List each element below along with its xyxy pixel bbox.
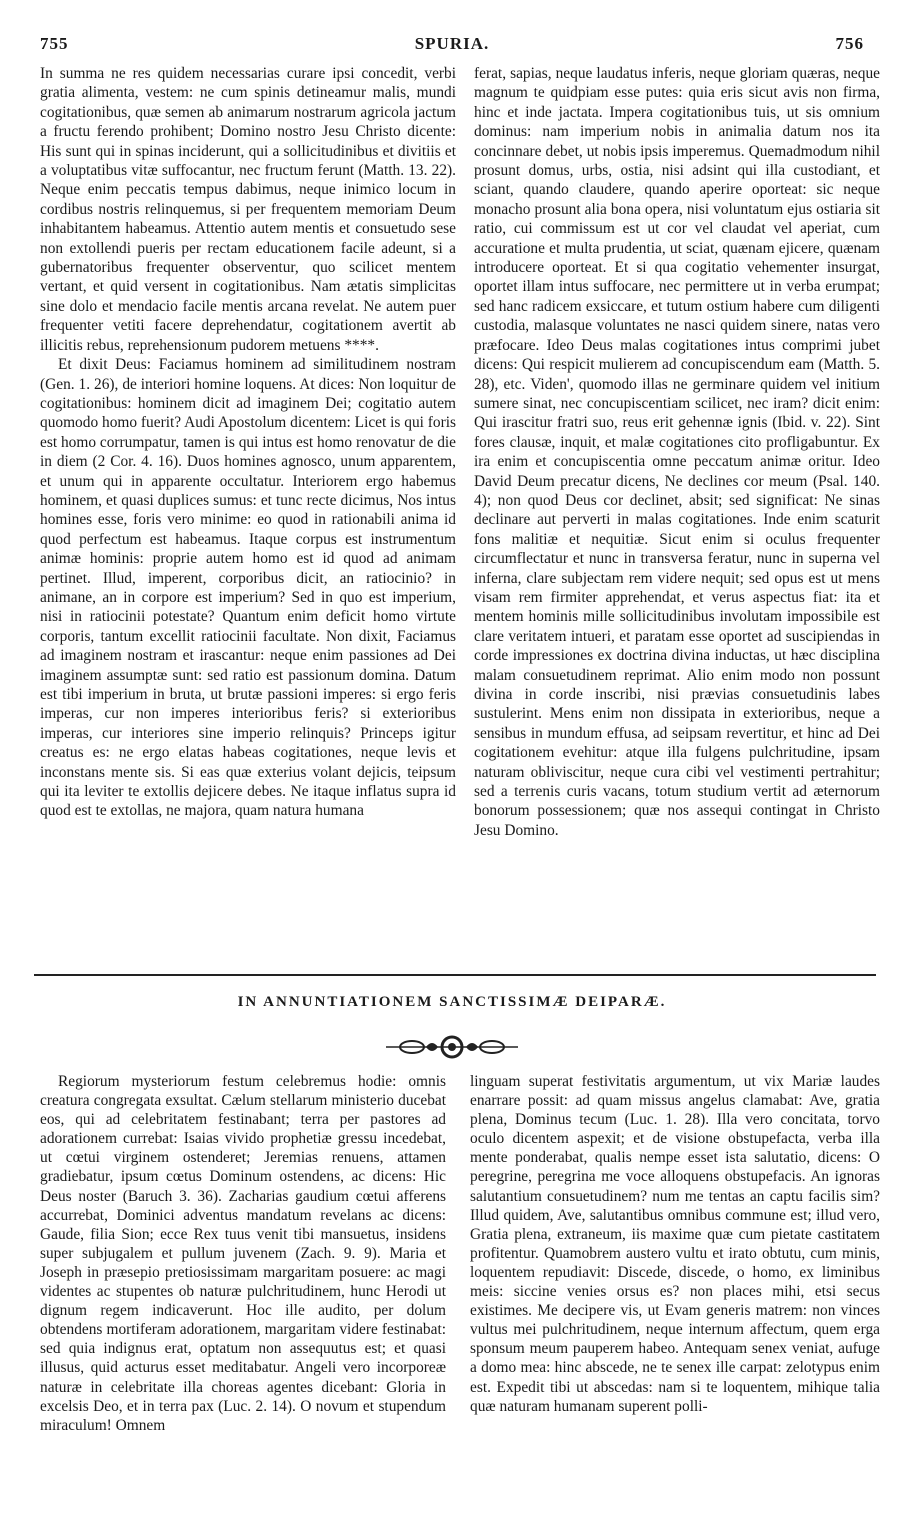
section-title: IN ANNUNTIATIONEM SANCTISSIMÆ DEIPARÆ. [237, 994, 667, 1010]
paragraph: In summa ne res quidem necessarias curare ipsi concedit, verbi gratia alimenta, vestem: ne cum spinis detineamur malis, mundi cogitationibus, quæ semen ab animarum nostrarum agricola jactum a fructu ferendo prohibent; Domino nostro Jesu Christo dicente: His sunt qui in spinas inciderunt, qui a sollicitudinibus et divitiis et a voluptatibus vitæ suffocantur, nec fructum ferunt (Matth. 13. 22). Neque enim peccatis tempus dabimus, neque inimico locum in cordibus nostris relinquemus, si per frequentem memoriam Deum inhabitantem habeamus. Attentio autem mentis et consuetudo sese non extollendi pueris per rectam educationem facile adeunt, si a gubernatoribus frequenter observentur, quo scilicet mentem vertant, et quid versent in cogitationibus. Nam ætatis simplicitas sine dolo et mendacio facile mentis arcana revelat. Ne autem puer frequenter vetiti facere deprehendatur, cogitationem avertit ab illicitis rebus, reprehensionum pudorem metuens ****. [40, 65, 456, 354]
paragraph: Regiorum mysteriorum festum celebremus hodie: omnis creatura congregata exsultat. Cælum stellarum ministerio ducebat eos, qui ad celebritatem festinabant; terra per pastores ad adorationem currebat: Isaias vivido prophetiæ gressu incedebat, ut cœtui virginem ostenderet; Jeremias renuens, attamen gradiebatur, ipsum cœtus Dominum ostendens, ac dicens: Hic Deus noster (Baruch 3. 36). Zacharias gaudium cœtui afferens accurrebat, Dominici adventus mandatum revelans ac dicens: Gaude, filia Sion; ecce Rex tuus venit tibi mansuetus, insidens super subjugalem et pullum juvenem (Zach. 9. 9). Maria et Joseph in præsepio pretiosissimam margaritam posuere: ac magi videntes ac stupentes ob naturæ pulchritudinem, hunc Herodi ut dignum regem indicaverunt. Hoc ille audito, per dolum obtendens mortiferam adorationem, margaritam videre festinabat: sed quia indignus erat, optatum non assequutus est; et quasi illusus, quid acturus esset meditabatur. Angeli vero incorporeæ naturæ in celebritate illa choreas agentes dicebant: Gloria in excelsis Deo, et in terra pax (Luc. 2. 14). O novum et stupendum miraculum! Omnem [40, 1073, 446, 1434]
bottom-right-column [470, 1072, 880, 1532]
section-divider [34, 974, 876, 976]
bottom-left-column [40, 1072, 446, 1532]
paragraph: ferat, sapias, neque laudatus inferis, neque gloriam quæras, neque magnum te quidpiam esse putes: quia eris sicut avis non firma, hinc et inde jactata. Impera cogitationibus tuis, ut sis omnium dominus: nam imperium nobis in animalia datum nos ita concinnare debet, ut nobis ipsis imperemus. Quemadmodum nihil prosunt domus, urbs, ostia, nisi adsint qui illa custodiant, et sciant, quando claudere, quando aperire oporteat: sic neque monacho prosunt alia bona opera, nisi voluntatum ejus ostiaria sit ratio, cui commissum est ut cor vel claudat vel aperiat, cum accuratione et multa prudentia, ut sciat, quænam ejicere, quænam introducere oporteat. Et si qua cogitatio vehementer insurgat, oportet illam intus suffocare, nec permittere ut in verba erumpat; sed hanc radicem exsiccare, et tutum ostium habere cum diligenti custodia, malasque voluntates ne nasci quidem sinere, natas vero præfocare. Ideo Deus malas cogitationes intus comprimi jubet dicens: Qui respicit mulierem ad concupiscendum eam (Matth. 5. 28), etc. Viden', quomodo illas ne germinare quidem vel initium sumere sinat, nec concupiscentiam scilicet, nec iram? dicit enim: Qui irascitur fratri suo, reus erit gehennæ ignis (Ibid. v. 22). Sint fores clausæ, inquit, et malæ cogitationes cito profligabuntur. Ex ira enim et concupiscentia omne peccatum animæ oritur. Ideo David Deum precatur dicens, Ne declines cor meum (Psal. 140. 4); non quod Deus cor declinet, absit; sed significat: Ne sinas declinare aut perverti in malas cogitationes. Inde enim scaturit fons malitiæ et nequitiæ. Sicut enim si oculus frequenter circumflectatur et nunc in transversa feratur, nunc in superna vel inferna, clare subjectam rem videre nequit; sed opus est ut mens visam rem firmiter apprehendat, et verus aspectus fiat: ita et mentem hominis mille sollicitudinibus involutam impossibile est clare veritatem intueri, et paratam esse oportet ad suscipiendas in corde impressiones ex doctrina divina inductas, ut hæc disciplina malam consuetudinem reprimat. Alio enim modo non possunt divina in corde inscribi, nisi prævias consuetudinis labes sustulerint. Mens enim non dissipata in exterioribus, neque a sensibus in mundum effusa, ad seipsam revertitur, et hinc ad Dei cogitationem evehitur: atque illa fulgens pulchritudine, ipsam naturam obliviscitur, neque cura cibi vel vestimenti pertrahitur; sed a terrenis curis vacans, totum studium vertit ad æternorum bonorum possessionem; quæ nos assequi contingat in Christo Jesu Domino. [474, 65, 880, 839]
running-title: SPURIA. [414, 34, 490, 53]
page-header [0, 34, 904, 58]
decorative-scroll-ornament-icon [382, 1034, 522, 1060]
paragraph: Et dixit Deus: Faciamus hominem ad similitudinem nostram (Gen. 1. 26), de interiori homine loquens. At dices: Non loquitur de cogitationibus: hominem dicit ad imaginem Dei; cogitatio autem quomodo homo fuerit? Audi Apostolum dicentem: Licet is qui foris est homo corrumpatur, tamen is qui intus est homo renovatur de die in diem (2 Cor. 4. 16). Duos homines agnosco, unum apparentem, et unum qui in apparente occultatur. Interiorem ergo habemus hominem, et quasi duplices sumus: et tunc recte dicimus, Nos intus homines esse, foris vero minime: eo quod in rationabili anima id quod perfectum est habeamus. Itaque corpus est instrumentum animæ hominis: proprie autem homo est id quod ad animam pertinet. Illud, imperent, corporibus dicit, an ratiocinio? in animane, an in corpore est imperium? Sed in quo est imperium, nisi in ratiocinii potestate? Quantum enim deficit homo virtute corporis, tantum excellit ratiocinii facultate. Non dixit, Faciamus ad imaginem nostram et irascantur: neque enim passiones ad Dei imaginem assumptæ sunt: sed ratio est passionum domina. Datum est tibi imperium in bruta, ut brutæ passioni imperes: si ergo feris imperas, cur non imperes interioribus feris? si exterioribus imperas, cur interiores sine imperio relinquis? Princeps igitur creatus es: ne ergo elatas habeas cogitationes, neque levis et inconstans mente sis. Si eas quæ exterius volant dejicis, teipsum qui ita leviter te extollis dejicere debes. Ne itaque inflatus supra id quod est te extollas, ne majora, quam natura humana [40, 356, 456, 820]
top-left-column [40, 64, 456, 959]
paragraph: linguam superat festivitatis argumentum, ut vix Mariæ laudes enarrare possit: ad quam missus angelus clamabat: Ave, gratia plena, Dominus tecum (Luc. 1. 28). Illa vero concitata, torvo oculo dicentem aspexit; et de visione obstupefacta, verba illa mente ponderabat, qualis nempe esset ista salutatio, dicens: O peregrine, peregrina me voce alloquens obstupefacis. An ignoras salutantium consuetudinem? num me tentas an captu facilis sim? Illud quidem, Ave, salutantibus omnibus commune est; illud vero, Gratia plena, extraneum, iis maxime quæ cum pietate castitatem profitentur. Quamobrem austero vultu et irato obtutu, cum minis, loquentem repudiavit: Discede, discede, o homo, ex liminibus meis: siccine venies orsus es? non places mihi, etsi secus existimes. Me decipere vis, ut Evam generis matrem: non vinces vultus mei pulchritudinem, neque internum affectum, quem erga sponsum meum pauperem habeo. Antequam senex veniat, aufuge a domo mea: hinc abscede, ne te senex ille carpat: zelotypus enim est. Expedit tibi ut abscedas: nam si te loquentem, mihique talia quæ naturam humanam superent polli- [470, 1073, 880, 1415]
top-right-column [474, 64, 880, 959]
right-page-number: 756 [835, 34, 864, 53]
left-page-number: 755 [40, 34, 69, 53]
